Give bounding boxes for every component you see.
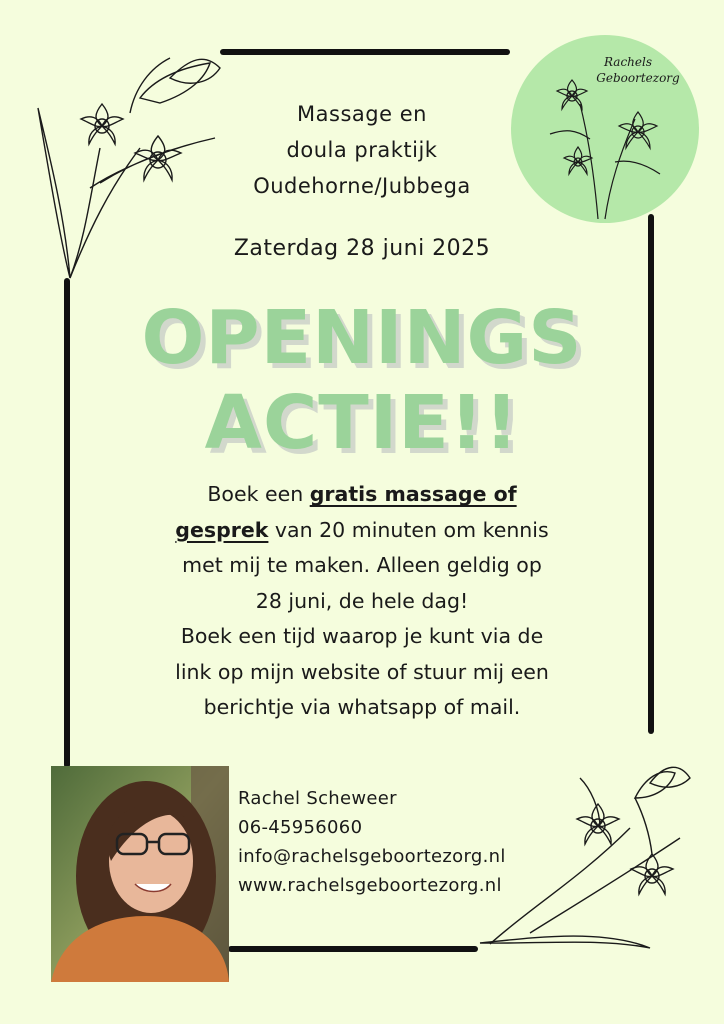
intro-line-1: Massage en xyxy=(297,102,427,126)
event-date: Zaterdag 28 juni 2025 xyxy=(233,236,491,261)
offer-highlight-1: gratis massage of xyxy=(309,482,517,506)
body-post: van 20 minuten om kennis xyxy=(268,517,549,542)
offer-highlight-2: gesprek xyxy=(175,517,269,542)
portrait-photo xyxy=(51,766,229,982)
intro-line-2: doula praktijk xyxy=(286,138,438,162)
frame-bottom xyxy=(228,946,478,952)
intro-text xyxy=(0,96,724,204)
svg-text:Rachels: Rachels xyxy=(603,55,653,69)
body-line-1 xyxy=(0,477,724,513)
offer-description xyxy=(0,477,724,726)
contact-name: Rachel Scheweer xyxy=(238,788,397,809)
body-line-5: Boek een tijd waarop je kunt via de xyxy=(180,624,544,648)
headline-line-2: ACTIE!! xyxy=(204,380,520,466)
body-line-7: berichtje via whatsapp of mail. xyxy=(203,695,521,719)
svg-text:Geboortezorg: Geboortezorg xyxy=(596,71,680,85)
body-pre: Boek een xyxy=(207,482,310,506)
frame-top xyxy=(220,49,510,55)
daffodil-illustration-bottom-right xyxy=(470,758,700,958)
contact-website: www.rachelsgeboortezorg.nl xyxy=(238,875,502,896)
body-line-4: 28 juni, de hele dag! xyxy=(255,588,469,613)
body-line-6: link op mijn website of stuur mij een xyxy=(175,659,549,684)
body-line-2 xyxy=(0,513,724,549)
headline-line-1: OPENINGS xyxy=(141,295,583,381)
contact-info xyxy=(238,784,506,900)
intro-line-3: Oudehorne/Jubbega xyxy=(253,174,471,198)
body-line-3: met mij te maken. Alleen geldig op xyxy=(182,553,542,577)
contact-phone: 06-45956060 xyxy=(238,817,363,838)
contact-email: info@rachelsgeboortezorg.nl xyxy=(238,846,506,867)
